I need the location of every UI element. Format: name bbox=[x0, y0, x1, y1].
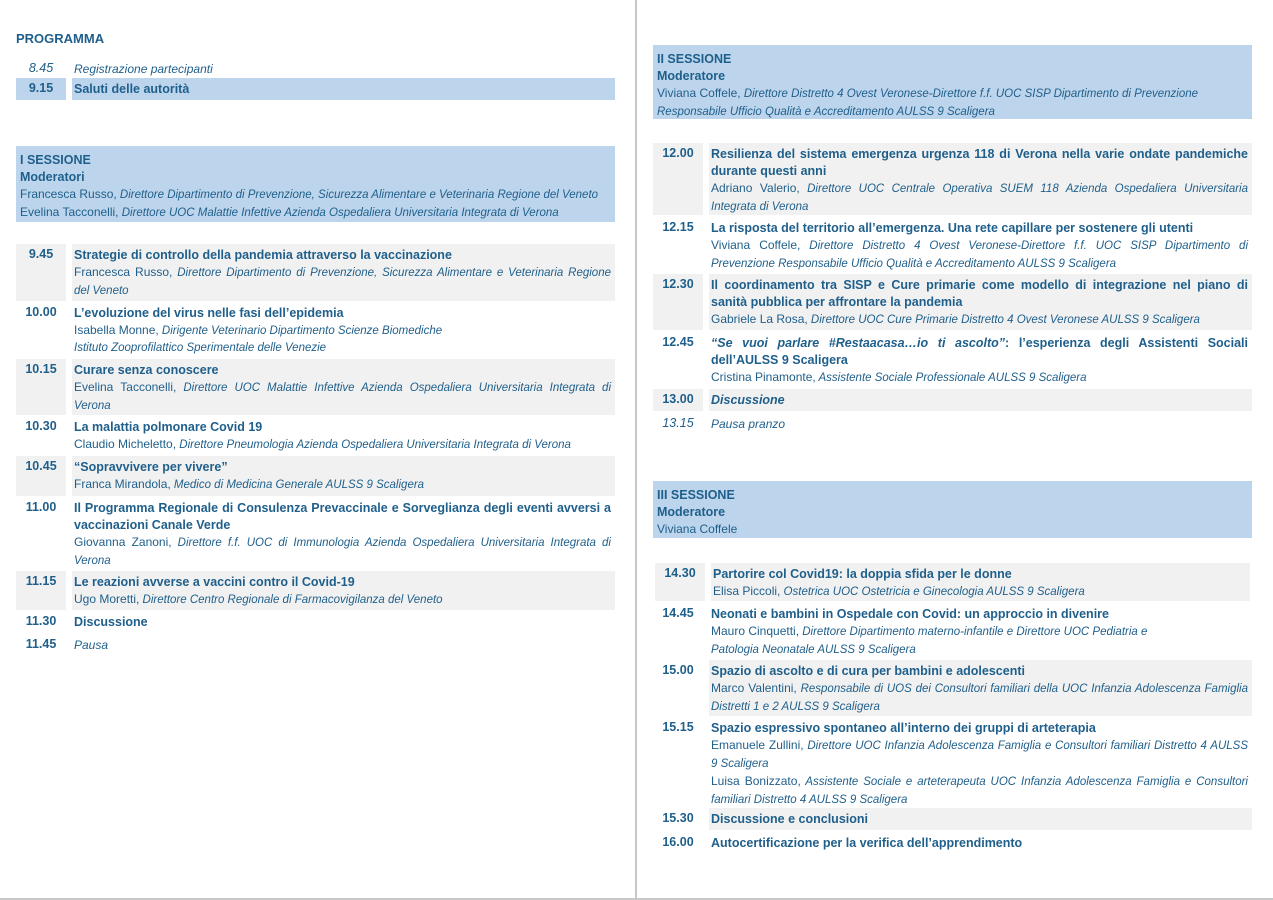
speaker-role: Direttore f.f. UOC di Immunologia Azienda Ospedaliera Universitaria Integrata di Verona bbox=[74, 537, 611, 567]
item-content bbox=[72, 302, 615, 358]
item-content bbox=[711, 563, 1250, 601]
speaker-role: Direttore Distretto 4 Ovest Veronese-Direttore f.f. UOC SISP Dipartimento di Prevenzione Responsabile Ufficio Qualità e Accreditamento AULSS 9 Scaligera bbox=[711, 240, 1248, 270]
agenda-item bbox=[16, 359, 615, 415]
speaker: Marco Valentini, bbox=[711, 681, 797, 695]
session-1-header bbox=[16, 146, 615, 222]
agenda-item bbox=[653, 603, 1252, 659]
item-content bbox=[709, 217, 1252, 272]
moderator: Viviana Coffele, Direttore Distretto 4 Ovest Veronese-Direttore f.f. UOC SISP Dipartimento di Prevenzione Responsabile Ufficio Qualità e Accreditamento AULSS 9 Scaligera bbox=[657, 86, 1199, 118]
speaker: Isabella Monne, bbox=[74, 323, 159, 337]
speaker-role: Direttore Dipartimento materno-infantile e Direttore UOC Pediatria e Patologia Neonatale AULSS 9 Scaligera bbox=[711, 626, 1148, 656]
time: 12.15 bbox=[662, 220, 694, 234]
topic: Spazio di ascolto e di cura per bambini e adolescenti bbox=[711, 664, 1025, 678]
topic: Discussione bbox=[74, 615, 148, 629]
topic: Autocertificazione per la verifica dell’apprendimento bbox=[711, 836, 1023, 850]
topic: Resilienza del sistema emergenza urgenza 118 di Verona nella varie ondate pandemiche durante questi anni bbox=[711, 147, 1248, 178]
programma-title: PROGRAMMA bbox=[16, 31, 105, 46]
agenda-item bbox=[653, 332, 1252, 387]
time: 11.15 bbox=[16, 571, 66, 610]
speaker-role: Direttore UOC Cure Primarie Distretto 4 Ovest Veronese AULSS 9 Scaligera bbox=[807, 314, 1200, 326]
topic: Spazio espressivo spontaneo all’interno dei gruppi di arteterapia bbox=[711, 721, 1096, 735]
time: 15.30 bbox=[662, 811, 694, 825]
speaker-role: Assistente Sociale Professionale AULSS 9 Scaligera bbox=[815, 372, 1087, 384]
time: 10.15 bbox=[16, 359, 66, 415]
speaker-role: Direttore Centro Regionale di Farmacovigilanza del Veneto bbox=[139, 594, 443, 606]
item-content bbox=[72, 571, 615, 610]
topic: Strategie di controllo della pandemia attraverso la vaccinazione bbox=[74, 248, 452, 262]
topic: La malattia polmonare Covid 19 bbox=[74, 420, 263, 434]
speaker: Francesca Russo, bbox=[74, 265, 173, 279]
moderator-label: Moderatore bbox=[657, 69, 726, 83]
speaker: Cristina Pinamonte, bbox=[711, 370, 816, 384]
speaker: Gabriele La Rosa, bbox=[711, 312, 808, 326]
topic: Pausa bbox=[74, 638, 109, 652]
time: 13.00 bbox=[653, 389, 703, 411]
item-content bbox=[72, 244, 615, 301]
item-content bbox=[709, 717, 1252, 807]
topic: Partorire col Covid19: la doppia sfida per le donne bbox=[713, 567, 1012, 581]
time: 14.30 bbox=[655, 563, 705, 601]
time: 9.15 bbox=[16, 78, 66, 100]
time: 11.45 bbox=[25, 637, 57, 651]
agenda-item bbox=[653, 413, 1252, 435]
item-content bbox=[72, 497, 615, 569]
speaker-role: Istituto Zooprofilattico Sperimentale delle Venezie bbox=[74, 342, 327, 354]
time: 16.00 bbox=[662, 835, 694, 849]
time: 9.45 bbox=[16, 244, 66, 301]
agenda-item bbox=[653, 717, 1252, 807]
agenda-item bbox=[16, 571, 615, 610]
topic: Discussione bbox=[709, 389, 1252, 411]
speaker: Mauro Cinquetti, bbox=[711, 624, 800, 638]
speaker-role: Assistente Sociale e arteterapeuta UOC Infanzia Adolescenza Famiglia e Consultori familiari Distretto 4 AULSS 9 Scaligera bbox=[711, 776, 1248, 806]
item-content bbox=[709, 274, 1252, 330]
item-content bbox=[709, 332, 1252, 387]
topic: Registrazione partecipanti bbox=[74, 62, 213, 76]
item-content bbox=[72, 359, 615, 415]
agenda-item bbox=[16, 611, 615, 633]
session-3-header bbox=[653, 481, 1252, 538]
topic: Il Programma Regionale di Consulenza Prevaccinale e Sorveglianza degli eventi avversi a vaccinazioni Canale Verde bbox=[74, 501, 611, 532]
topic: Curare senza conoscere bbox=[74, 363, 219, 377]
speaker-role: Direttore UOC Infanzia Adolescenza Famiglia e Consultori familiari Distretto 4 AULSS 9 Scaligera bbox=[711, 740, 1248, 770]
agenda-item bbox=[653, 274, 1252, 330]
agenda-item bbox=[653, 217, 1252, 272]
topic: Le reazioni avverse a vaccini contro il Covid-19 bbox=[74, 575, 355, 589]
agenda-item bbox=[653, 808, 1252, 830]
topic: “Sopravvivere per vivere” bbox=[74, 460, 228, 474]
topic: Il coordinamento tra SISP e Cure primarie come modello di integrazione nel piano di sanità pubblica per affrontare la pandemia bbox=[711, 278, 1248, 309]
moderator-label: Moderatori bbox=[20, 170, 85, 184]
agenda-item bbox=[653, 143, 1252, 215]
speaker-role: Direttore Pneumologia Azienda Ospedaliera Universitaria Integrata di Verona bbox=[176, 439, 571, 451]
time: 15.00 bbox=[662, 663, 694, 677]
speaker: Franca Mirandola, bbox=[74, 477, 171, 491]
agenda-item bbox=[653, 389, 1252, 411]
time: 13.15 bbox=[662, 416, 694, 430]
speaker-role: Dirigente Veterinario Dipartimento Scienze Biomediche bbox=[158, 325, 443, 337]
session-2-header bbox=[653, 45, 1252, 119]
time: 10.45 bbox=[16, 456, 66, 496]
speaker: Viviana Coffele, bbox=[711, 238, 801, 252]
speaker-role: Direttore UOC Malattie Infettive Azienda Ospedaliera Universitaria Integrata di Verona bbox=[74, 382, 611, 412]
speaker-role: Ostetrica UOC Ostetricia e Ginecologia AULSS 9 Scaligera bbox=[780, 586, 1085, 598]
agenda-item bbox=[655, 563, 1250, 601]
agenda-item bbox=[16, 244, 615, 301]
speaker: Adriano Valerio, bbox=[711, 181, 800, 195]
time: 12.45 bbox=[662, 335, 694, 349]
session-name: I SESSIONE bbox=[20, 153, 91, 167]
time: 11.30 bbox=[25, 614, 57, 628]
agenda-item bbox=[653, 832, 1252, 854]
time: 8.45 bbox=[28, 61, 54, 75]
topic: Saluti delle autorità bbox=[72, 78, 615, 100]
opening-row bbox=[16, 78, 615, 100]
time: 14.45 bbox=[662, 606, 694, 620]
speaker: Giovanna Zanoni, bbox=[74, 535, 172, 549]
agenda-item bbox=[653, 660, 1252, 716]
moderator: Evelina Tacconelli, Direttore UOC Malattie Infettive Azienda Ospedaliera Universitaria Integrata di Verona bbox=[20, 205, 559, 219]
speaker: Ugo Moretti, bbox=[74, 592, 140, 606]
speaker: Emanuele Zullini, bbox=[711, 738, 804, 752]
agenda-item bbox=[16, 302, 615, 358]
moderator-label: Moderatore bbox=[657, 505, 726, 519]
item-content bbox=[72, 456, 615, 496]
time: 12.00 bbox=[653, 143, 703, 215]
speaker-role: Direttore UOC Centrale Operativa SUEM 118 Azienda Ospedaliera Universitaria Integrata di Verona bbox=[711, 183, 1248, 213]
speaker-role: Medico di Medicina Generale AULSS 9 Scaligera bbox=[170, 479, 425, 491]
speaker: Elisa Piccoli, bbox=[713, 584, 781, 598]
time: 11.00 bbox=[25, 500, 57, 514]
speaker: Luisa Bonizzato, bbox=[711, 774, 801, 788]
speaker: Claudio Micheletto, bbox=[74, 437, 177, 451]
moderator: Francesca Russo, Direttore Dipartimento di Prevenzione, Sicurezza Alimentare e Veterinaria Regione del Veneto bbox=[20, 187, 599, 201]
session-name: III SESSIONE bbox=[657, 488, 735, 502]
left-page bbox=[0, 0, 636, 900]
topic: : l’esperienza degli Assistenti Sociali dell’AULSS 9 Scaligera bbox=[711, 336, 1248, 367]
topic: Discussione e conclusioni bbox=[709, 808, 1252, 830]
item-content bbox=[709, 143, 1252, 215]
topic-quote: “Se vuoi parlare #Restaacasa…io ti ascolto” bbox=[711, 336, 1006, 350]
opening-row bbox=[16, 58, 615, 80]
topic: Pausa pranzo bbox=[711, 417, 786, 431]
speaker-role: Direttore Dipartimento di Prevenzione, Sicurezza Alimentare e Veterinaria Regione del Veneto bbox=[74, 267, 611, 297]
agenda-item bbox=[16, 416, 615, 455]
topic: L’evoluzione del virus nelle fasi dell’epidemia bbox=[74, 306, 344, 320]
agenda-item bbox=[16, 497, 615, 569]
right-page bbox=[637, 0, 1273, 900]
item-content bbox=[72, 416, 615, 455]
time: 12.30 bbox=[653, 274, 703, 330]
speaker-role: Responsabile di UOS dei Consultori familiari della UOC Infanzia Adolescenza Famiglia Distretti 1 e 2 AULSS 9 Scaligera bbox=[711, 683, 1248, 713]
agenda-item bbox=[16, 634, 615, 656]
item-content bbox=[709, 603, 1252, 659]
moderator: Viviana Coffele bbox=[657, 522, 738, 536]
time: 10.00 bbox=[25, 305, 57, 319]
topic: La risposta del territorio all’emergenza. Una rete capillare per sostenere gli utenti bbox=[711, 221, 1194, 235]
item-content bbox=[709, 660, 1252, 716]
session-name: II SESSIONE bbox=[657, 52, 732, 66]
agenda-item bbox=[16, 456, 615, 496]
speaker: Evelina Tacconelli, bbox=[74, 380, 177, 394]
topic: Neonati e bambini in Ospedale con Covid: un approccio in divenire bbox=[711, 607, 1109, 621]
time: 15.15 bbox=[662, 720, 694, 734]
time: 10.30 bbox=[25, 419, 57, 433]
